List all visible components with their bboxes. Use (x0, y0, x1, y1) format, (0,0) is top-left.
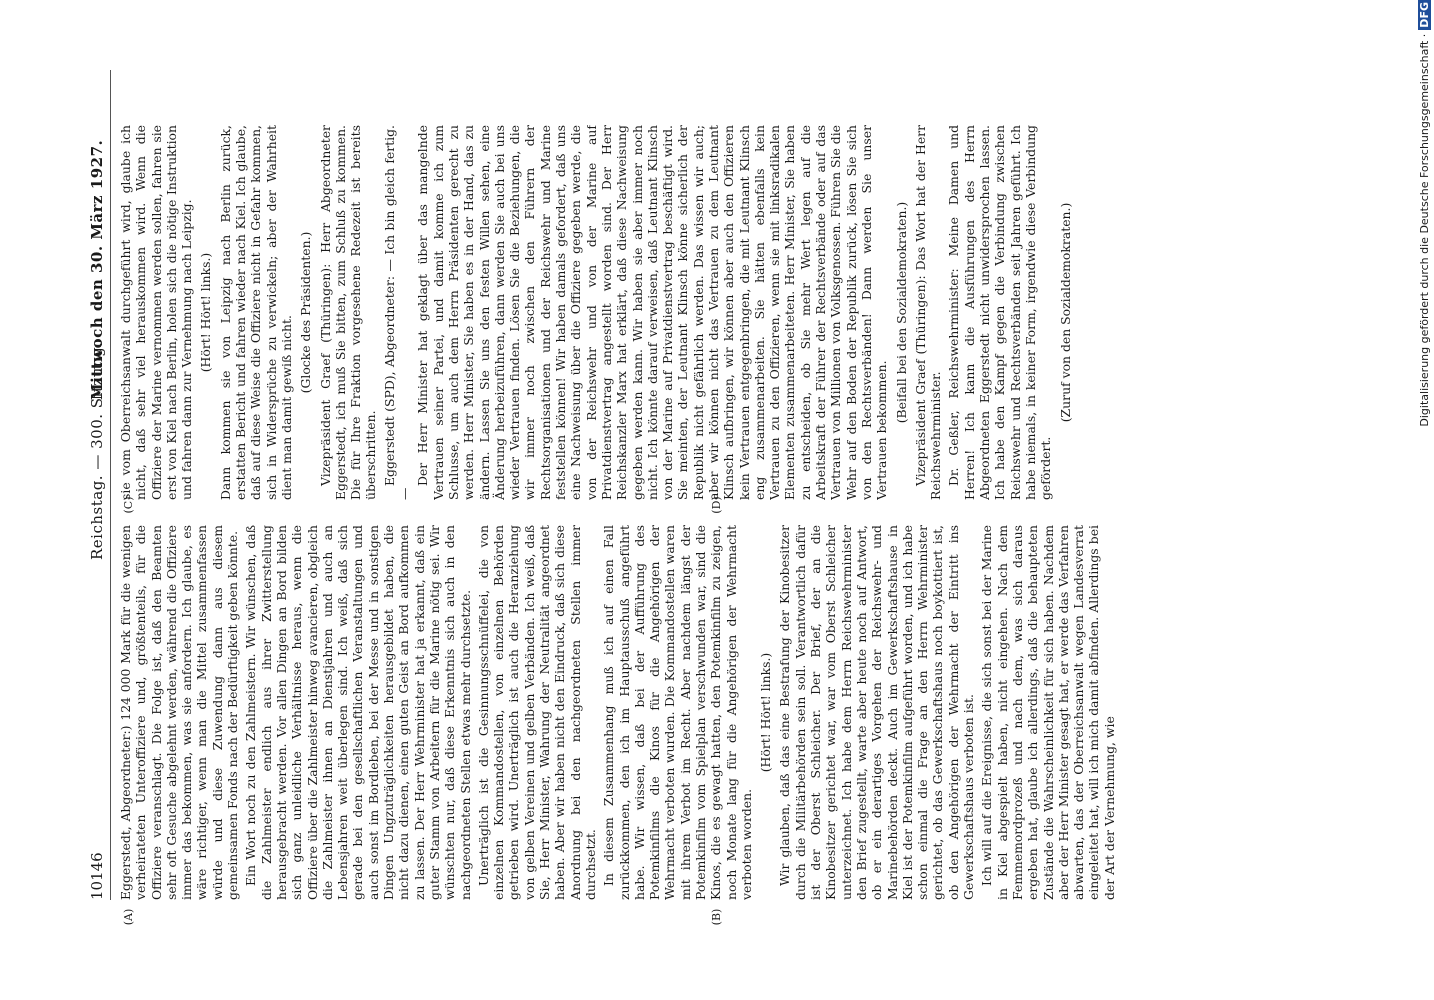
margin-marker-b: (B) (710, 908, 723, 926)
interjection: (Beifall bei den Sozialdemokraten.) (893, 201, 909, 424)
margin-marker-d: (D) (710, 496, 723, 514)
paragraph: Ich will auf die Ereignisse, die sich sonst bei der Marine in Kiel abgespielt haben, nicht eingehen. Nach dem Femmemordprozeß und nach dem, was sich daraus ergeben hat, glaube ich allerdings, daß die behaupteten Zustände die Wahrscheinlichkeit für sich haben. Nachdem aber der Herr Minister gesagt hat, er werde das Verfahren abwarten, das der Oberreichsanwalt wegen Landesverrat eingeleitet hat, will ich mich damit abfinden. Allerdings bei der Art der Vernehmung, wie (979, 525, 1117, 900)
digitization-credit (1406, 0, 1434, 1000)
page-number: 10146 (88, 852, 106, 900)
credit-text: Digitalisierung gefördert durch die Deutsche Forschungsgemeinschaft · (1418, 33, 1431, 427)
paragraph: Ein Wort noch zu den Zahlmeistern. Wir wünschen, daß die Zahlmeister endlich aus ihrer Zwitterstellung herausgebracht werden. Vor allen Dingen an Bord bilden sich ganz unleidliche Verhältnisse heraus, wenn die Offiziere über die Zahlmeister hinweg avancieren, obgleich die Zahlmeister ihnen an Dienstjahren und auch an Lebensjahren weit überlegen sind. Ich weiß, daß sich gerade bei den gesellschaftlichen Veranstaltungen und auch sonst im Bordleben, bei der Messe und in sonstigen Dingen Ungzuträglichkeiten herausgebildet haben, die nicht dazu dienen, einen guten Geist an Bord aufkommen zu lassen. Der Herr Wehrminister hat ja erkannt, daß ein guter Stamm von Arbeitern für die Marine nötig sei. Wir wünschten nur, daß diese Erkenntnis sich auch in den nachgeordneten Stellen etwas mehr durchsetzte. (243, 525, 473, 900)
interjection: (Hört! Hört! links.) (198, 252, 214, 373)
dfg-logo: DFG (1418, 2, 1431, 28)
paragraph: Wir glauben, daß das eine Bestrafung der Kinobesitzer durch die Militärbehörden sein soll. Verantwortlich dafür ist der Oberst Schleicher. Der Brief, der an die Kinobesitzer gerichtet war, war vom Oberst Schleicher unterzeichnet. Ich habe dem Herrn Reichswehrminister den Brief zugestellt, warte aber heute noch auf Antwort, ob er ein derartiges Vorgehen der Reichswehr- und Marinebehörden deckt. Auch im Gewerkschaftshause in Kiel ist der Potemkinfilm aufgeführt worden, und ich habe schon einmal die Frage an den Herrn Wehrminister gerichtet, ob das Gewerkschaftshaus noch boykottiert ist, ob den Angehörigen der Wehrmacht der Eintritt ins Gewerkschaftshaus verboten ist. (777, 525, 977, 900)
page-header (86, 70, 108, 900)
paragraph: Unerträglich ist die Gesinnungsschnüffelei, die von einzelnen Kommandostellen, von einzelnen Behörden getrieben wird. Unerträglich ist auch die Heranziehung von gelben Vereinen und gelben Verbänden. Ich weiß, daß Sie, Herr Minister, Wahrung der Neutralität angeordnet haben. Aber wir haben nicht den Eindruck, daß sich diese Anordnung bei den nachgeordneten Stellen immer durchsetzt. (475, 525, 598, 900)
session-title: Reichstag. — 300. Sitzung. (88, 341, 106, 560)
paragraph: Eggerstedt (SPD), Abgeordneter: — Ich bin gleich fertig. — (381, 125, 413, 500)
left-text-column (118, 525, 1288, 900)
paragraph: Vizepräsident Graef (Thüringen): Herr Abgeordneter Eggerstedt, ich muß Sie bitten, zum Schluß zu kommen. Die für Ihre Fraktion vorgesehene Redezeit ist bereits überschritten. (317, 125, 379, 500)
paragraph: sie vom Oberreichsanwalt durchgeführt wird, glaube ich nicht, daß sehr viel herauskommen wird. Wenn die Offiziere der Marine vernommen werden sollen, fahren sie erst von Kiel nach Berlin, holen sich die nötige Instruktion und fahren dann zur Vernehmung nach Leipzig. (118, 125, 195, 500)
paragraph: Dann kommen sie von Leipzig nach Berlin zurück, erstatten Bericht und fahren wieder nach Kiel. Ich glaube, daß auf diese Weise die Offiziere nicht in Gefahr kommen, sich in Widersprüche zu verwickeln; aber der Wahrheit dient man damit gewiß nicht. (217, 125, 294, 500)
credit-text-line (1418, 0, 1431, 990)
margin-marker-a: (A) (122, 908, 135, 926)
right-text-column (118, 125, 1288, 500)
paragraph: Vizepräsident Graef (Thüringen): Das Wort hat der Herr Reichswehrminister. (912, 125, 944, 500)
paragraph: Dr. Geßler, Reichswehrminister: Meine Damen und Herren! Ich kann die Ausführungen des Herrn Abgeordneten Eggerstedt nicht unwidersprochen lassen. Ich habe den Kampf gegen die Verbindung zwischen Reichswehr und Rechtsverbänden seit Jahren geführt. Ich habe niemals, in keiner Form, irgendwie diese Verbindung gefördert. (946, 125, 1054, 500)
interjection: (Zuruf von den Sozialdemokraten.) (1057, 202, 1073, 423)
paragraph: Der Herr Minister hat geklagt über das mangelnde Vertrauen seiner Partei, und damit komme ich zum Schlusse, um auch dem Herrn Präsidenten gerecht zu werden. Herr Minister, Sie haben es in der Hand, das zu ändern. Lassen Sie uns den festen Willen sehen, eine Änderung herbeizuführen, dann werden Sie auch bei uns wieder Vertrauen finden. Lösen Sie die Beziehungen, die wir immer noch zwischen den Führern der Rechtsorganisationen und der Reichswehr und Marine feststellen können! Wir haben damals gefordert, daß uns eine Nachweisung über die Offiziere gegeben werde, die von der Reichswehr und von der Marine auf Privatdienstvertrag angestellt worden sind. Der Herr Reichskanzler Marx hat erklärt, daß diese Nachweisung gegeben werden kann. Wir haben sie aber immer noch nicht. Ich könnte darauf verweisen, daß Leutnant Klinsch von der Marine auf Privatdienstvertrag beschäftigt wird. Sie meinten, der Leutnant Klinsch könne sicherlich der Republik nicht gefährlich werden. Das wissen wir auch; aber wir können nicht das Vertrauen zu dem Leutnant Klinsch aufbringen, wir können aber auch den Offizieren kein Vertrauen entgegenbringen, die mit Leutnant Klinsch eng zusammenarbeiten. Sie hätten ebenfalls kein Vertrauen zu den Offizieren, wenn sie mit linksradikalen Elementen zusammenarbeiteten. Herr Minister, Sie haben zu entscheiden, ob Sie mehr Wert legen auf die Arbeitskraft der Führer der Rechtsverbände oder auf das Vertrauen von Millionen von Volksgenossen. Führen Sie die Wehr auf den Boden der Republik zurück, lösen Sie sich von den Rechtsverbänden! Dann werden Sie unser Vertrauen bekommen. (415, 125, 890, 500)
paragraph: In diesem Zusammenhang muß ich auf einen Fall zurückkommen, den ich im Hauptausschuß angeführt habe. Wir wissen, daß bei der Aufführung des Potemkinfilms die Kinos für die Angehörigen der Wehrmacht verboten wurden. Die Kommandostellen waren mit ihrem Verbot im Recht. Aber nachdem längst der Potemkinfilm vom Spielplan verschwunden war, sind die Kinos, die es gewagt hatten, den Potemkinfilm zu zeigen, noch Monate lang für die Angehörigen der Wehrmacht verboten worden. (601, 525, 754, 900)
interjection: (Hört! Hört! links.) (758, 652, 774, 773)
header-rule (110, 70, 111, 900)
interjection: (Glocke des Präsidenten.) (298, 231, 314, 394)
paragraph: Eggerstedt, Abgeordneter:) 124 000 Mark für die wenigen verheirateten Unteroffiziere und, größtenteils, für die Offiziere veranschlagt. Die Folge ist, daß den Beamten sehr oft Gesuche abgelehnt werden, während die Offiziere immer das bekommen, was sie anfordern. Ich glaube, es wäre richtiger, wenn man die Mittel zusammenfassen würde und diese Zuwendung dann aus diesem gemeinsamen Fonds nach der Bedürftigkeit geben könnte. (118, 525, 241, 900)
margin-marker-c: (C) (122, 496, 135, 514)
session-date: Mittwoch den 30. März 1927. (88, 139, 106, 400)
